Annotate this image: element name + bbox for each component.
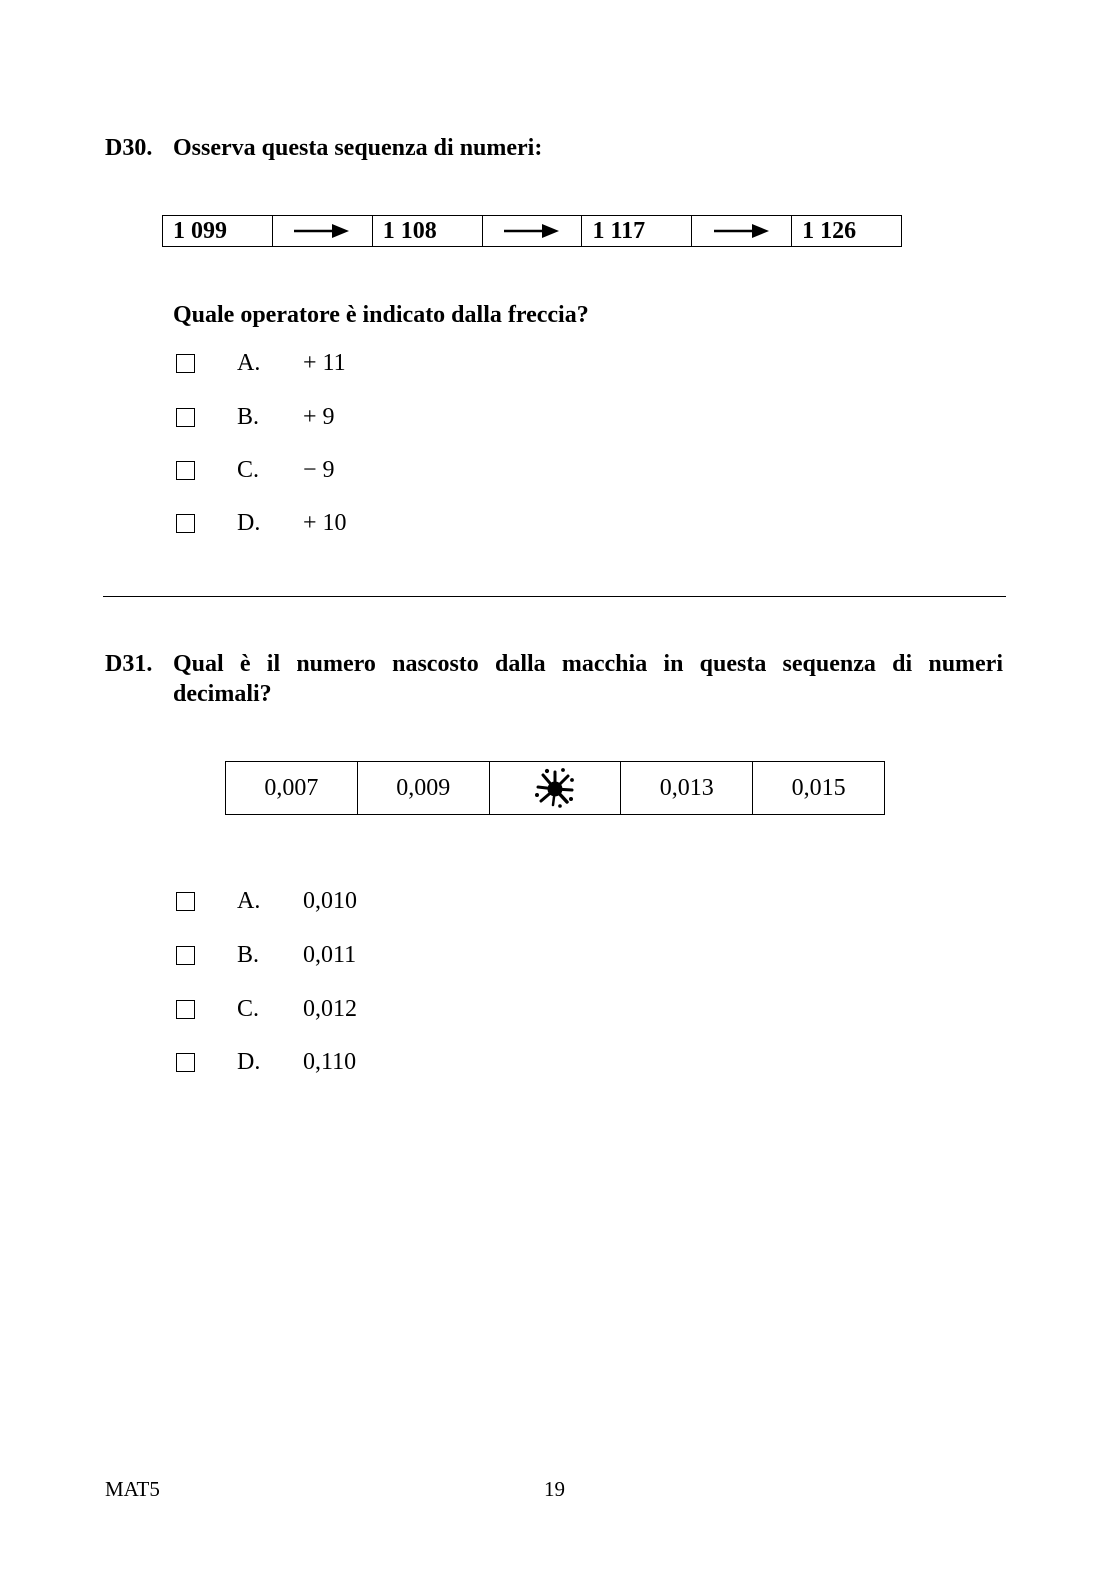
question-number-d31: D31. xyxy=(105,651,153,677)
sequence-number: 1 108 xyxy=(373,216,483,246)
right-arrow-icon xyxy=(294,223,350,239)
page-number: 19 xyxy=(544,1477,565,1501)
sequence-number: 0,009 xyxy=(358,762,490,814)
option-d31-a xyxy=(176,886,357,916)
arrow-cell xyxy=(483,216,583,246)
option-d31-c xyxy=(176,994,357,1024)
option-d30-a xyxy=(176,348,346,378)
number-sequence-table xyxy=(162,215,902,247)
option-d30-b xyxy=(176,402,335,432)
question-text-d31-line2: decimali? xyxy=(173,681,272,707)
answer-checkbox[interactable] xyxy=(176,1000,195,1019)
option-value: 0,012 xyxy=(303,995,357,1022)
option-value: 0,010 xyxy=(303,887,357,914)
option-d31-d xyxy=(176,1047,356,1077)
option-letter: A. xyxy=(237,887,261,914)
ink-blot-cell xyxy=(490,762,622,814)
sequence-number: 1 126 xyxy=(802,218,857,244)
decimal-sequence-table xyxy=(225,761,885,815)
sequence-number: 0,013 xyxy=(621,762,753,814)
answer-checkbox[interactable] xyxy=(176,461,195,480)
option-value: + 9 xyxy=(303,403,335,430)
option-value: − 9 xyxy=(303,456,335,483)
option-letter: C. xyxy=(237,995,260,1022)
option-letter: D. xyxy=(237,1048,261,1075)
section-divider xyxy=(103,596,1006,597)
answer-checkbox[interactable] xyxy=(176,408,195,427)
sequence-number: 0,007 xyxy=(226,762,358,814)
sequence-number: 0,015 xyxy=(791,774,846,801)
answer-checkbox[interactable] xyxy=(176,354,195,373)
footer-code: MAT5 xyxy=(105,1477,160,1501)
question-number-d30: D30. xyxy=(105,135,153,161)
option-value: + 11 xyxy=(303,349,346,376)
question-text-d31-line1: Qual è il numero nascosto dalla macchia in questa sequenza di numeri xyxy=(173,651,1003,677)
option-letter: B. xyxy=(237,941,260,968)
arrow-cell xyxy=(692,216,792,246)
option-letter: C. xyxy=(237,456,260,483)
answer-checkbox[interactable] xyxy=(176,1053,195,1072)
answer-checkbox[interactable] xyxy=(176,514,195,533)
right-arrow-icon xyxy=(714,223,770,239)
sequence-number: 1 099 xyxy=(163,216,273,246)
answer-checkbox[interactable] xyxy=(176,946,195,965)
option-letter: A. xyxy=(237,349,261,376)
right-arrow-icon xyxy=(504,223,560,239)
option-d31-b xyxy=(176,940,356,970)
option-d30-c xyxy=(176,455,335,485)
answer-checkbox[interactable] xyxy=(176,892,195,911)
option-letter: B. xyxy=(237,403,260,430)
ink-blot-icon xyxy=(535,768,575,808)
question-text-d30: Osserva questa sequenza di numeri: xyxy=(173,135,543,161)
option-value: 0,110 xyxy=(303,1048,357,1075)
option-value: 0,011 xyxy=(303,941,357,968)
option-value: + 10 xyxy=(303,509,347,536)
option-d30-d xyxy=(176,508,347,538)
sequence-number: 1 117 xyxy=(582,216,692,246)
arrow-cell xyxy=(273,216,373,246)
option-letter: D. xyxy=(237,509,261,536)
subquestion-d30: Quale operatore è indicato dalla freccia? xyxy=(173,302,589,328)
